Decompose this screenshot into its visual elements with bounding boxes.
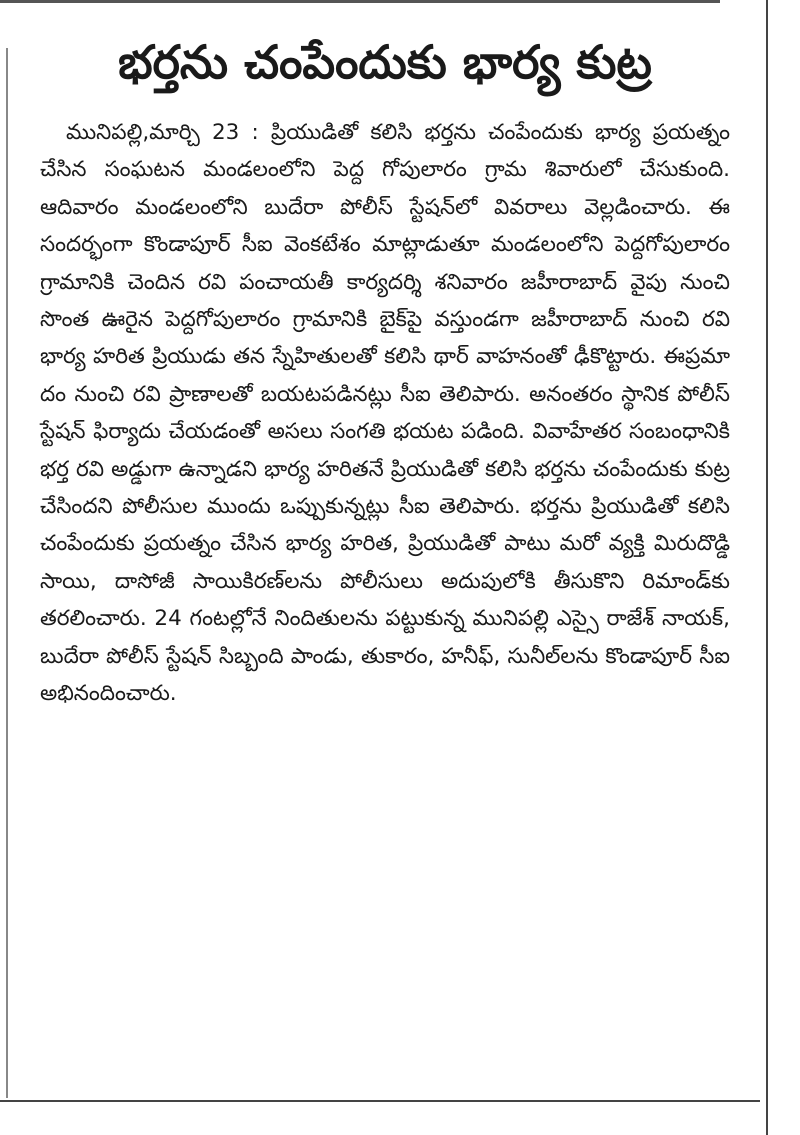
right-column-rule [766,0,768,1135]
top-rule [0,0,720,3]
article-dateline: మునిపల్లి,మార్చి 23 : [66,120,271,145]
article-headline: భర్తను చంపేందుకు భార్య కుట్ర [118,35,652,89]
bottom-rule [0,1100,760,1102]
news-article [40,28,730,713]
article-body [40,114,730,713]
left-rule [6,48,8,1098]
article-body-text: ప్రియుడితో కలిసి భర్తను చంపేందుకు భార్య ప్రయత్నం చేసిన సంఘటన మండలంలోని పెద్ద గోపులారం గ్రామ శివారులో చేసుకుంది. ఆదివారం మండలంలోని బుదేరా పోలీస్ స్టేషన్‌లో వివరాలు వెల్లడించారు. ఈ సందర్భంగా కొండాపూర్ సీఐ వెంకటేశం మాట్లాడుతూ మండలంలోని పెద్దగోపులారం గ్రామానికి చెందిన రవి పంచాయతీ కార్యదర్శి శనివారం జహీరాబాద్ వైపు నుంచి సొంత ఊరైన పెద్దగోపులారం గ్రామానికి బైక్‌పై వస్తుండగా జహీరాబాద్ నుంచి రవి భార్య హరిత ప్రియుడు తన స్నేహితులతో కలిసి థార్ వాహనంతో ఢీకొట్టారు. ఈప్రమా దం నుంచి రవి ప్రాణాలతో బయటపడినట్లు సీఐ తెలిపారు. అనంతరం స్థానిక పోలీస్ స్టేషన్ ఫిర్యాదు చేయడంతో అసలు సంగతి భయట పడింది. వివాహేతర సంబంధానికి భర్త రవి అడ్డుగా ఉన్నాడని భార్య హరితనే ప్రియుడితో కలిసి భర్తను చంపేందుకు కుట్ర చేసిందని పోలీసుల ముందు ఒప్పుకున్నట్లు సీఐ తెలిపారు. భర్తను ప్రియుడితో కలిసి చంపేందుకు ప్రయత్నం చేసిన భార్య హరిత, ప్రియుడితో పాటు మరో వ్యక్తి మిరుదొడ్డి సాయి, దాసోజీ సాయికిరణ్‌లను పోలీసులు అదుపులోకి తీసుకొని రిమాండ్‌కు తరలించారు. 24 గంటల్లోనే నిందితులను పట్టుకున్న మునిపల్లి ఎస్సై రాజేశ్ నాయక్, బుదేరా పోలీస్ స్టేషన్ సిబ్బంది పాండు, తుకారం, హనీఫ్, సునీల్‌లను కొండాపూర్ సీఐ అభినందించారు. [40,120,730,707]
